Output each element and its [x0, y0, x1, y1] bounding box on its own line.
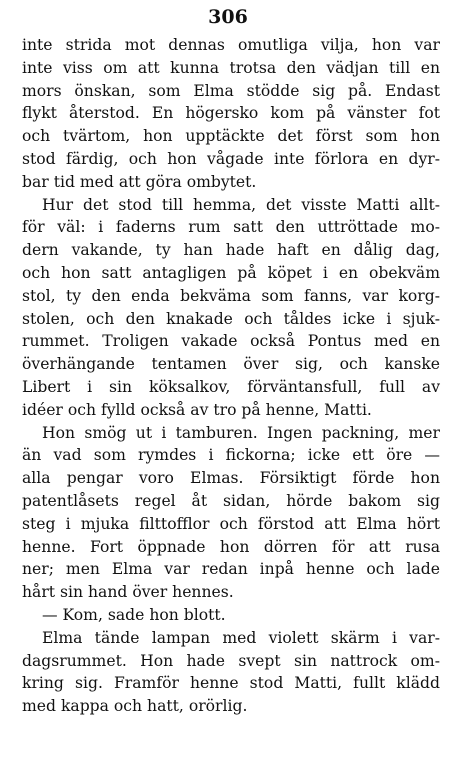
- text-line: rummet. Troligen vakade också Pontus med en: [22, 332, 440, 351]
- text-line: Hur det stod till hemma, det visste Matti allt-: [42, 195, 440, 214]
- text-line: inte strida mot dennas omutliga vilja, hon var: [22, 36, 440, 54]
- text-line: bar tid med att göra ombytet.: [22, 172, 257, 191]
- text-line: kring sig. Framför henne stod Matti, fullt klädd: [22, 674, 440, 693]
- text-line: hårt sin hand över hennes.: [22, 583, 234, 602]
- page-number: 306: [208, 6, 248, 28]
- text-line: mors önskan, som Elma stödde sig på. Endast: [22, 81, 440, 100]
- text-line: flykt återstod. En högersko kom på vänster fot: [22, 104, 440, 123]
- text-line: — Kom, sade hon blott.: [42, 605, 226, 624]
- text-line: dern vakande, ty han hade haft en dålig dag,: [22, 241, 440, 260]
- text-line: stol, ty den enda bekväma som fanns, var korg-: [22, 286, 440, 305]
- text-line: för väl: i faderns rum satt den uttröttade mo-: [22, 218, 440, 237]
- text-line: och tvärtom, hon upptäckte det först som hon: [22, 127, 440, 146]
- text-line: än vad som rymdes i fickorna; icke ett öre —: [22, 446, 440, 465]
- text-line: ner; men Elma var redan inpå henne och lade: [22, 560, 440, 579]
- text-line: dagsrummet. Hon hade svept sin nattrock om-: [22, 651, 440, 670]
- text-line: överhängande tentamen över sig, och kanske: [22, 355, 440, 374]
- text-line: och hon satt antagligen på köpet i en obekväm: [22, 263, 440, 282]
- text-line: henne. Fort öppnade hon dörren för att rusa: [22, 537, 440, 556]
- text-line: stod färdig, och hon vågade inte förlora en dyr-: [22, 149, 440, 168]
- text-line: med kappa och hatt, orörlig.: [22, 697, 248, 716]
- text-line: steg i mjuka filttofflor och förstod att Elma hört: [22, 514, 440, 533]
- body-text: [22, 34, 440, 718]
- text-line: patentlåsets regel åt sidan, hörde bakom sig: [22, 491, 440, 510]
- text-line: Hon smög ut i tamburen. Ingen packning, mer: [42, 423, 440, 442]
- text-line: alla pengar voro Elmas. Försiktigt förde hon: [22, 469, 440, 488]
- text-line: Elma tände lampan med violett skärm i var-: [42, 628, 440, 647]
- text-line: stolen, och den knakade och tåldes icke i sjuk-: [22, 309, 440, 328]
- text-line: Libert i sin köksalkov, förväntansfull, full av: [22, 377, 440, 396]
- text-line: idéer och fylld också av tro på henne, Matti.: [22, 400, 372, 419]
- text-line: inte viss om att kunna trotsa den vädjan till en: [22, 58, 440, 77]
